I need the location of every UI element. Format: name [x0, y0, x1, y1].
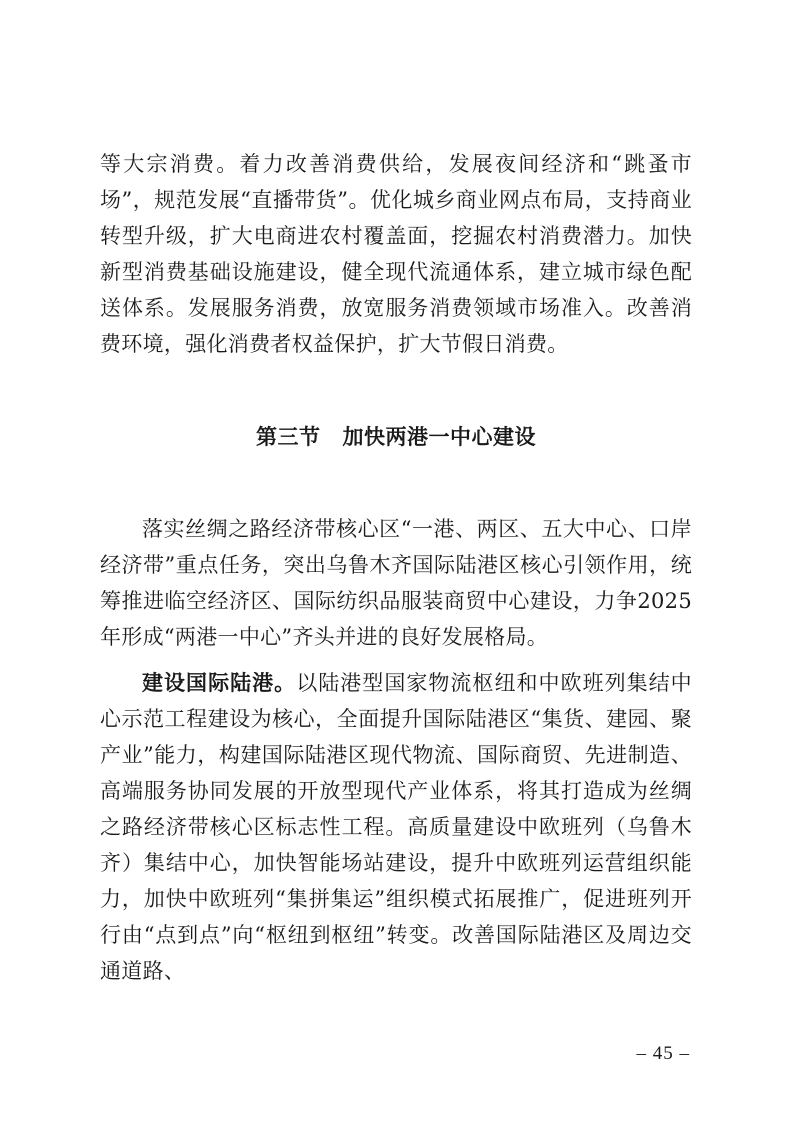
- section-heading: [100, 419, 692, 455]
- paragraph-overview: 落实丝绸之路经济带核心区“一港、两区、五大中心、口岸经济带”重点任务，突出乌鲁木齐国际陆港区核心引领作用，统筹推进临空经济区、国际纺织品服装商贸中心建设，力争2025年形成“两港一中心”齐头并进的良好发展格局。: [100, 517, 692, 649]
- paragraph-land-port: [100, 665, 692, 989]
- section-title: 加快两港一中心建设: [342, 424, 536, 449]
- section-number: 第三节: [256, 424, 321, 449]
- page-number: – 45 –: [636, 1043, 690, 1064]
- document-page: [100, 138, 692, 989]
- paragraph-lead: 建设国际陆港。: [142, 670, 297, 695]
- paragraph-consumption: 等大宗消费。着力改善消费供给，发展夜间经济和“跳蚤市场”，规范发展“直播带货”。优化城乡商业网点布局，支持商业转型升级，扩大电商进农村覆盖面，挖掘农村消费潜力。加快新型消费基础设施建设，健全现代流通体系，建立城市绿色配送体系。发展服务消费，放宽服务消费领域市场准入。改善消费环境，强化消费者权益保护，扩大节假日消费。: [100, 152, 692, 356]
- paragraph-body: 以陆港型国家物流枢纽和中欧班列集结中心示范工程建设为核心，全面提升国际陆港区“集货、建园、聚产业”能力，构建国际陆港区现代物流、国际商贸、先进制造、高端服务协同发展的开放型现代产业体系，将其打造成为丝绸之路经济带核心区标志性工程。高质量建设中欧班列（乌鲁木齐）集结中心，加快智能场站建设，提升中欧班列运营组织能力，加快中欧班列“集拼集运”组织模式拓展推广，促进班列开行由“点到点”向“枢纽到枢纽”转变。改善国际陆港区及周边交通道路、: [100, 671, 692, 983]
